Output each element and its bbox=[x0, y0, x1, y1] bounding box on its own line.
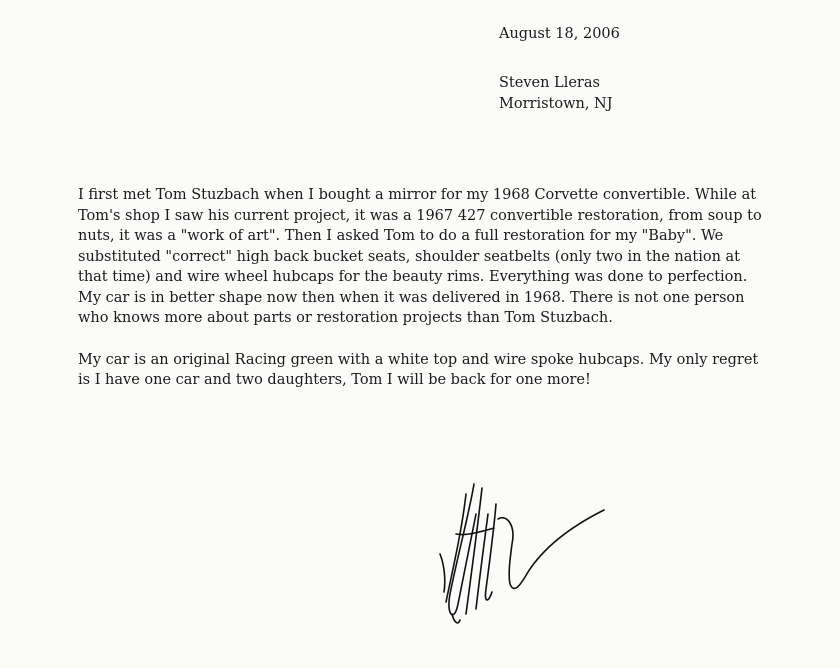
letter-header bbox=[499, 24, 620, 115]
sender-block bbox=[499, 73, 620, 115]
body-paragraph-2: My car is an original Racing green with a white top and wire spoke hubcaps. My only regret is I have one car and two daughters, Tom I will be back for one more! bbox=[78, 351, 759, 388]
letter-body bbox=[78, 185, 768, 412]
sender-location: Morristown, NJ bbox=[499, 96, 613, 112]
letter-date: August 18, 2006 bbox=[499, 26, 620, 42]
body-paragraph-1: I first met Tom Stuzbach when I bought a mirror for my 1968 Corvette convertible. While at Tom's shop I saw his current project, it was a 1967 427 convertible restoration, from soup to nuts, it was a "work of art". Then I asked Tom to do a full restoration for my "Baby". We substituted "correct" high back bucket seats, shoulder seatbelts (only two in the nation at that time) and wire wheel hubcaps for the beauty rims. Everything was done to perfection. My car is in better shape now then when it was delivered in 1968. There is not one person who knows more about parts or restoration projects than Tom Stuzbach. bbox=[78, 187, 762, 326]
sender-name: Steven Lleras bbox=[499, 75, 600, 91]
signature-icon bbox=[436, 474, 616, 634]
